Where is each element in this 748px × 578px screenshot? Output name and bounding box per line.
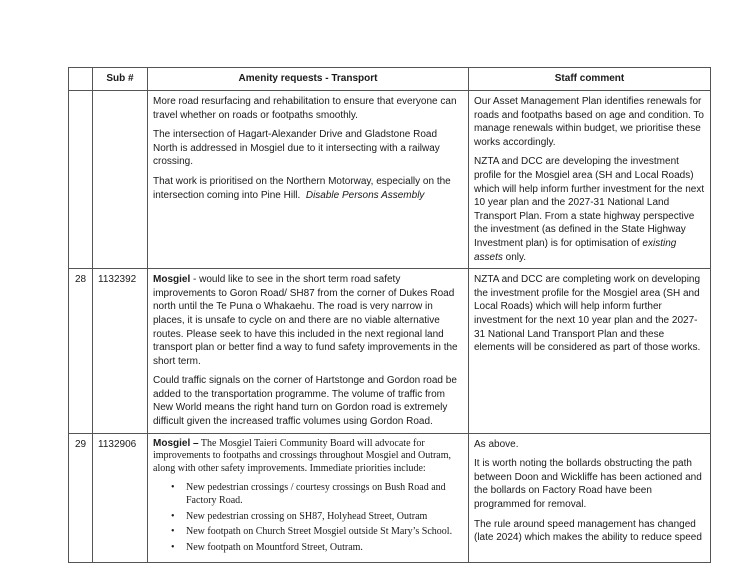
request-paragraph: Could traffic signals on the corner of Hartstonge and Gordon road be added to the transportation programme. The volume of traffic from New World means the right hand turn on Gordon road is extremely difficult given the increased traffic volumes using Gordon Road. xyxy=(153,375,457,428)
comment-cell xyxy=(469,91,711,269)
comment-cell xyxy=(469,269,711,434)
comment-paragraph: It is worth noting the bollards obstructing the path between Doon and Wickliffe has been actioned and the bollards on Factory Road have been programmed for removal. xyxy=(474,458,702,511)
comment-paragraph xyxy=(474,155,705,264)
list-item: • New footpath on Mountford Street, Outram. xyxy=(186,542,463,555)
request-lead: Mosgiel – xyxy=(153,437,199,449)
request-paragraph: More road resurfacing and rehabilitation to ensure that everyone can travel whether on roads or footpaths smoothly. xyxy=(153,96,457,121)
row-sub xyxy=(93,91,148,269)
request-cell xyxy=(148,433,469,562)
comment-text: NZTA and DCC are developing the investment profile for the Mosgiel area (SH and Local Roads) which will help inform further investment for the next 10 year plan and the 2027-31 National Land Transport Plan. From a state highway perspective the investment (as defined in the State Highway Investment plan) is for optimisation of xyxy=(474,156,705,249)
comment-paragraph: As above. xyxy=(474,438,519,450)
comment-paragraph: NZTA and DCC are completing work on developing the investment profile for the Mosgiel area (SH and Local Roads) which will help inform further investment for the next 10 year plan and the 2027-31 National Land Transport Plan and these elements will be considered as part of those works. xyxy=(474,274,701,354)
request-text: - would like to see in the short term road safety improvements to Goron Road/ SH87 from the corner of Dukes Road north until the Te Puna o Whakaehu. The road is very narrow in places, it is unsafe to cycle on and there are no viable alternative routes. Please seek to have this included in the next regional land transport plan or better find a way to fund safety improvements in the short term. xyxy=(153,274,458,367)
list-item: • New footpath on Church Street Mosgiel outside St Mary’s School. xyxy=(186,526,463,539)
request-paragraph xyxy=(153,175,463,202)
row-number: 28 xyxy=(69,269,93,434)
comment-italic: existing assets xyxy=(474,237,677,263)
request-lead: Mosgiel xyxy=(153,274,191,286)
header-row xyxy=(69,68,711,91)
request-paragraph: The intersection of Hagart-Alexander Drive and Gladstone Road North is addressed in Mosgiel due to it intersecting with a railway crossing. xyxy=(153,129,440,168)
comment-paragraph: Our Asset Management Plan identifies renewals for roads and footpaths based on age and condition. To manage renewals within budget, we prioritise these works accordingly. xyxy=(474,96,704,148)
request-cell xyxy=(148,269,469,434)
header-comment: Staff comment xyxy=(469,68,711,91)
request-cell xyxy=(148,91,469,269)
comment-cell xyxy=(469,433,711,562)
comment-paragraph: The rule around speed management has changed (late 2024) which makes the ability to reduce speed xyxy=(474,518,702,544)
table-row xyxy=(69,269,711,434)
priority-list xyxy=(153,482,463,555)
request-paragraph xyxy=(153,438,463,476)
row-number xyxy=(69,91,93,269)
table-row xyxy=(69,91,711,269)
table-row xyxy=(69,433,711,562)
request-text: That work is prioritised on the Northern Motorway, especially on the intersection coming into Pine Hill. xyxy=(153,175,451,201)
list-item: • New pedestrian crossing on SH87, Holyhead Street, Outram xyxy=(186,511,463,524)
comment-end: only. xyxy=(502,251,527,263)
list-item: • New pedestrian crossings / courtesy crossings on Bush Road and Factory Road. xyxy=(186,482,463,508)
request-paragraph xyxy=(153,273,463,368)
header-sub: Sub # xyxy=(93,68,148,91)
header-request: Amenity requests - Transport xyxy=(148,68,469,91)
request-signature: Disable Persons Assembly xyxy=(305,189,425,201)
amenity-requests-table xyxy=(68,67,711,563)
header-number xyxy=(69,68,93,91)
request-text: The Mosgiel Taieri Community Board will advocate for improvements to footpaths and crossings throughout Mosgiel and Outram, along with other safety improvements. Immediate priorities include: xyxy=(153,437,452,475)
row-sub: 1132392 xyxy=(93,269,148,434)
row-sub: 1132906 xyxy=(93,433,148,562)
row-number: 29 xyxy=(69,433,93,562)
